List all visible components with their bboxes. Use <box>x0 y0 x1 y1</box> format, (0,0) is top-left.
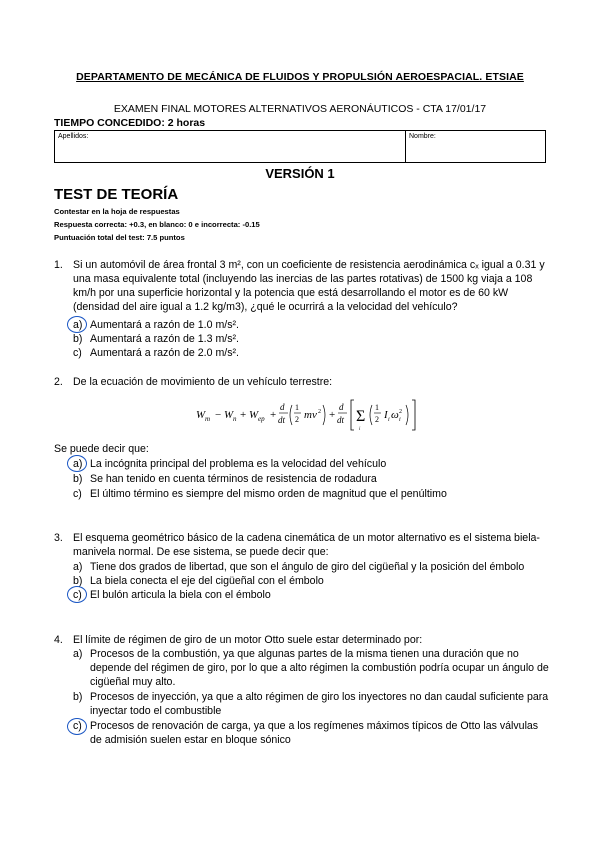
option-c <box>73 487 549 501</box>
question-3 <box>54 531 550 601</box>
svg-text:ω: ω <box>391 409 399 421</box>
option-b <box>73 332 549 346</box>
name-label: Nombre: <box>409 133 436 140</box>
option-letter: b) <box>73 575 83 587</box>
svg-text:−: − <box>215 409 222 421</box>
question-text: El límite de régimen de giro de un motor Otto suele estar determinado por: <box>73 634 423 646</box>
instruction-line: Puntuación total del test: 7.5 puntos <box>54 233 185 242</box>
option-letter: a) <box>73 458 83 470</box>
option-letter: b) <box>73 691 83 703</box>
question-4 <box>54 633 550 746</box>
instruction-line: Contestar en la hoja de respuestas <box>54 207 180 216</box>
version-heading: VERSIÓN 1 <box>265 166 335 181</box>
test-title: TEST DE TEORÍA <box>54 186 179 203</box>
option-b <box>73 574 549 588</box>
question-text: De la ecuación de movimiento de un vehículo terrestre: <box>73 376 333 388</box>
option-text: Aumentará a razón de 2.0 m/s². <box>90 347 239 359</box>
svg-text:2: 2 <box>399 409 402 415</box>
option-text: Aumentará a razón de 1.3 m/s². <box>90 333 239 345</box>
svg-text:i: i <box>388 417 390 423</box>
option-text: Se han tenido en cuenta términos de resistencia de rodadura <box>90 473 377 485</box>
question-2 <box>54 375 550 389</box>
svg-text:mv: mv <box>304 409 317 421</box>
svg-text:+: + <box>240 409 247 421</box>
option-b <box>73 690 549 718</box>
svg-text:dt: dt <box>278 415 286 425</box>
option-text: Tiene dos grados de libertad, que son el ángulo de giro del cigüeñal y la posición del émbolo <box>90 561 525 573</box>
svg-text:2: 2 <box>375 415 379 424</box>
option-a <box>73 560 549 574</box>
option-letter: c) <box>73 488 82 500</box>
option-letter: c) <box>73 589 82 601</box>
svg-text:1: 1 <box>295 403 299 412</box>
option-letter: c) <box>73 720 82 732</box>
question-lead-text: Se puede decir que: <box>54 443 149 455</box>
answer-circle-mark <box>67 718 87 735</box>
option-c <box>73 719 549 747</box>
svg-text:i: i <box>359 427 361 432</box>
svg-text:m: m <box>205 415 211 423</box>
svg-text:W: W <box>196 409 206 421</box>
id-box-divider <box>405 131 406 162</box>
question-1 <box>54 258 550 359</box>
question-number: 3. <box>54 532 63 544</box>
student-id-box <box>54 130 546 163</box>
option-text: El último término es siempre del mismo orden de magnitud que el penúltimo <box>90 488 447 500</box>
option-text: Procesos de inyección, ya que a alto régimen de giro los inyectores no dan caudal suficiente para inyectar todo el combustible <box>90 691 549 717</box>
svg-text:dt: dt <box>337 415 345 425</box>
option-letter: a) <box>73 319 83 331</box>
option-letter: b) <box>73 473 83 485</box>
instruction-line: Respuesta correcta: +0.3, en blanco: 0 e incorrecta: -0.15 <box>54 220 260 229</box>
svg-text:+: + <box>270 409 277 421</box>
svg-text:n: n <box>233 415 237 423</box>
option-c <box>73 346 549 360</box>
svg-text:+: + <box>329 409 336 421</box>
option-text: La incógnita principal del problema es la velocidad del vehículo <box>90 458 387 470</box>
option-b <box>73 472 549 486</box>
svg-text:2: 2 <box>318 409 321 415</box>
option-text: La biela conecta el eje del cigüeñal con el émbolo <box>90 575 324 587</box>
svg-text:I: I <box>384 409 388 421</box>
svg-text:W: W <box>249 409 259 421</box>
svg-text:2: 2 <box>295 415 299 424</box>
option-letter: b) <box>73 333 83 345</box>
option-a <box>73 647 549 689</box>
svg-text:i: i <box>399 417 401 423</box>
svg-text:d: d <box>280 402 285 412</box>
department-heading: DEPARTAMENTO DE MECÁNICA DE FLUIDOS Y PROPULSIÓN AEROESPACIAL. ETSIAE <box>76 71 524 83</box>
answer-circle-mark <box>67 316 87 333</box>
option-text: Aumentará a razón de 1.0 m/s². <box>90 319 239 331</box>
question-number: 2. <box>54 376 63 388</box>
question-number: 1. <box>54 259 63 271</box>
equation-of-motion <box>196 397 436 433</box>
option-a <box>73 318 549 332</box>
question-text: Si un automóvil de área frontal 3 m², con un coeficiente de resistencia aerodinámica cₓ igual a 0.31 y una masa equivalente total (incluyendo las inercias de las partes rotativas) de 1500 kg viaja a 108 km/h por una superficie horizontal y la potencia que está desarrollando el motor es de 60 kW (densidad del aire igual a 1.2 kg/m3), ¿qué le ocurrirá a la velocidad del vehículo? <box>73 259 545 313</box>
option-text: Procesos de renovación de carga, ya que a los regímenes máximos típicos de Otto las válvulas de admisión suelen estar en bloque sónico <box>90 720 539 746</box>
option-text: El bulón articula la biela con el émbolo <box>90 589 271 601</box>
option-a <box>73 457 549 471</box>
svg-text:ep: ep <box>258 415 265 423</box>
answer-circle-mark <box>67 455 87 472</box>
option-c <box>73 588 549 602</box>
question-number: 4. <box>54 634 63 646</box>
svg-text:1: 1 <box>375 403 379 412</box>
option-letter: a) <box>73 648 83 660</box>
svg-text:d: d <box>339 402 344 412</box>
option-text: Procesos de la combustión, ya que algunas partes de la misma tienen una duración que no depende del régimen de giro, por lo que a alto régimen la combustión podría ocupar un ángulo de cigüeñal muy alto. <box>90 648 549 688</box>
option-letter: a) <box>73 561 83 573</box>
surname-label: Apellidos: <box>58 133 89 140</box>
svg-text:Σ: Σ <box>356 408 366 425</box>
time-allowed: TIEMPO CONCEDIDO: 2 horas <box>54 117 206 129</box>
answer-circle-mark <box>67 586 87 603</box>
question-text: El esquema geométrico básico de la cadena cinemática de un motor alternativo es el sistema biela-manivela normal. De ese sistema, se puede decir que: <box>73 532 540 558</box>
exam-title: EXAMEN FINAL MOTORES ALTERNATIVOS AERONÁUTICOS - CTA 17/01/17 <box>113 103 487 115</box>
svg-text:W: W <box>224 409 234 421</box>
option-letter: c) <box>73 347 82 359</box>
